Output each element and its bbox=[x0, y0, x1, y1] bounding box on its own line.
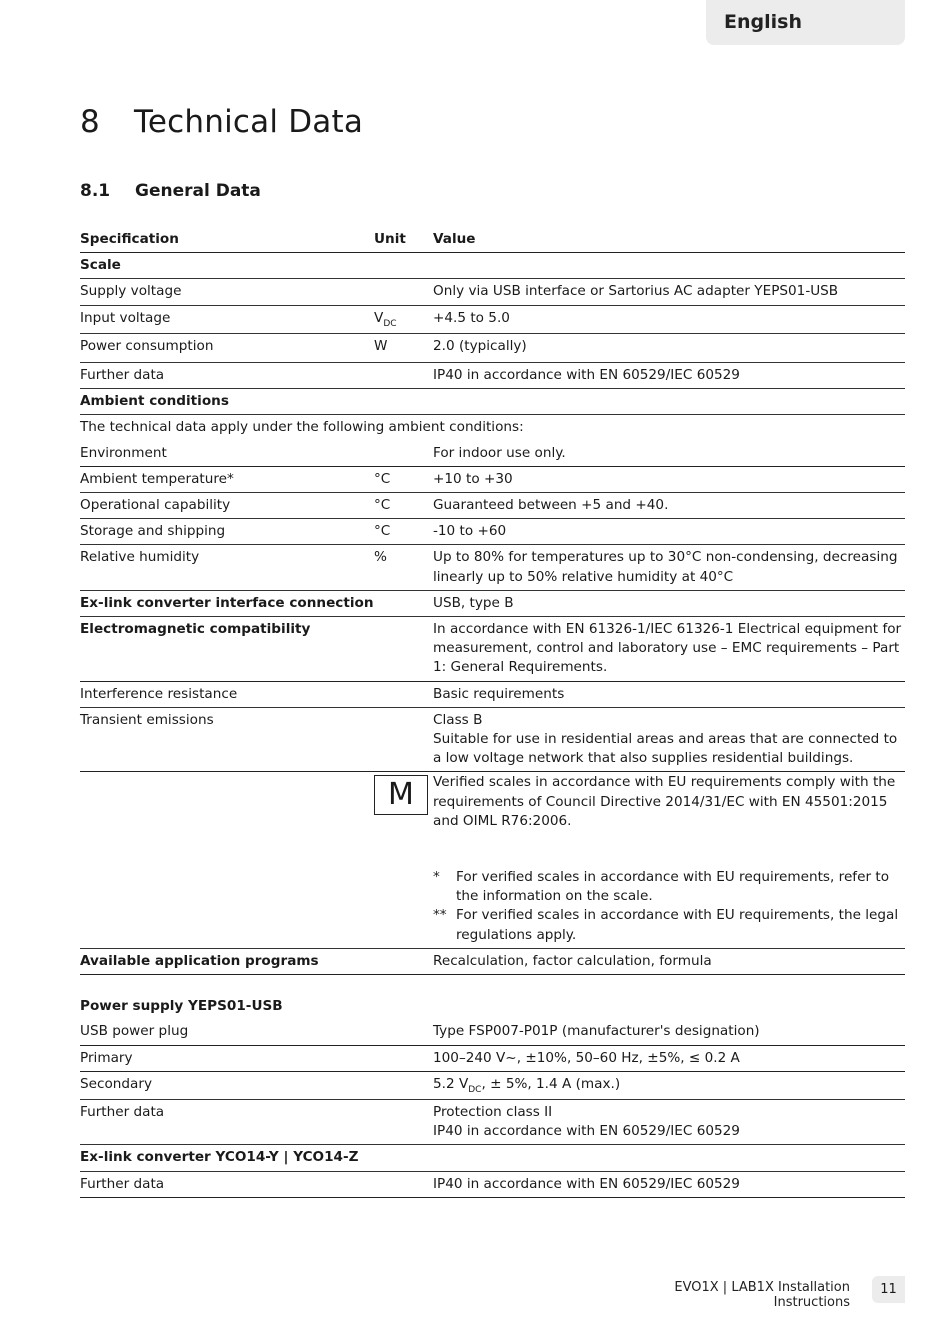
table-row bbox=[80, 279, 905, 305]
row-label: Relative humidity bbox=[80, 549, 200, 566]
table-row bbox=[80, 1100, 905, 1145]
value-subscript: DC bbox=[468, 1084, 482, 1095]
table-row bbox=[80, 519, 905, 545]
row-label: Transient emissions bbox=[80, 711, 214, 728]
chapter-heading bbox=[80, 104, 363, 140]
row-unit bbox=[374, 1103, 433, 1141]
row-label: Power consumption bbox=[80, 337, 214, 354]
value-line: Suitable for use in residential areas and areas that are connected to a low voltage network that also supplies residential buildings. bbox=[433, 731, 898, 767]
row-value: In accordance with EN 61326-1/IEC 61326-1 Electrical equipment for measurement, control and laboratory use – EMC requirements – Part 1: General Requirements. bbox=[433, 621, 902, 676]
language-tab: English bbox=[706, 0, 905, 45]
exlink-converter-heading: Ex-link converter YCO14-Y | YCO14-Z bbox=[80, 1149, 359, 1166]
row-label bbox=[80, 773, 374, 944]
row-label: USB power plug bbox=[80, 1023, 189, 1040]
row-unit: °C bbox=[374, 497, 391, 514]
unit-main: V bbox=[374, 309, 384, 326]
row-value: For indoor use only. bbox=[433, 444, 566, 461]
table-row bbox=[80, 441, 905, 467]
row-label: Ambient temperature* bbox=[80, 470, 234, 487]
row-label: Input voltage bbox=[80, 309, 171, 326]
value-line: Class B bbox=[433, 711, 483, 728]
scale-heading-row bbox=[80, 253, 905, 279]
ambient-heading-row bbox=[80, 389, 905, 415]
scale-heading: Scale bbox=[80, 257, 121, 274]
row-value: Only via USB interface or Sartorius AC adapter YEPS01-USB bbox=[433, 283, 839, 300]
footnote bbox=[433, 906, 905, 944]
row-value bbox=[433, 773, 905, 944]
header-unit: Unit bbox=[374, 231, 406, 247]
row-label: Primary bbox=[80, 1049, 133, 1066]
row-unit bbox=[374, 620, 433, 678]
row-value: IP40 in accordance with EN 60529/IEC 60529 bbox=[433, 367, 740, 384]
table-row bbox=[80, 949, 905, 975]
footnote bbox=[433, 868, 905, 906]
row-label: Storage and shipping bbox=[80, 523, 226, 540]
row-label: Further data bbox=[80, 1175, 165, 1192]
row-unit bbox=[374, 594, 433, 613]
row-value: +4.5 to 5.0 bbox=[433, 309, 510, 326]
unit-subscript: DC bbox=[383, 318, 397, 329]
table-row bbox=[80, 467, 905, 493]
header-value: Value bbox=[433, 231, 476, 247]
row-label: Available application programs bbox=[80, 952, 319, 969]
row-unit bbox=[374, 711, 433, 769]
power-supply-heading: Power supply YEPS01-USB bbox=[80, 998, 283, 1015]
header-specification: Specification bbox=[80, 231, 179, 247]
row-value bbox=[433, 1075, 905, 1096]
row-unit bbox=[374, 1049, 433, 1068]
table-row bbox=[80, 708, 905, 773]
row-unit bbox=[374, 685, 433, 704]
footnote-text: For verified scales in accordance with EU requirements, refer to the information on the scale. bbox=[456, 869, 890, 905]
table-row bbox=[80, 1046, 905, 1072]
row-value bbox=[433, 1103, 905, 1141]
table-row bbox=[80, 1172, 905, 1198]
technical-data-table bbox=[80, 227, 905, 1198]
section-number: 8.1 bbox=[80, 181, 111, 201]
row-label: Environment bbox=[80, 444, 167, 461]
row-unit bbox=[374, 282, 433, 301]
row-unit bbox=[374, 1022, 433, 1041]
row-unit: W bbox=[374, 337, 388, 354]
row-label: Further data bbox=[80, 1103, 165, 1120]
row-value bbox=[433, 711, 905, 769]
row-value: Basic requirements bbox=[433, 685, 565, 702]
footnote-mark: * bbox=[433, 869, 440, 886]
row-unit bbox=[374, 773, 433, 944]
row-unit bbox=[374, 444, 433, 463]
row-value: 100–240 V~, ±10%, 50–60 Hz, ±5%, ≤ 0.2 A bbox=[433, 1049, 740, 1066]
row-unit bbox=[374, 309, 433, 330]
row-value: -10 to +60 bbox=[433, 523, 507, 540]
power-supply-heading-row bbox=[80, 994, 905, 1019]
row-unit bbox=[374, 366, 433, 385]
table-row bbox=[80, 1019, 905, 1045]
row-unit: °C bbox=[374, 523, 391, 540]
value-line: IP40 in accordance with EN 60529/IEC 60529 bbox=[433, 1123, 740, 1140]
chapter-number: 8 bbox=[80, 104, 100, 140]
table-header-row bbox=[80, 227, 905, 253]
row-label: Interference resistance bbox=[80, 685, 238, 702]
verified-scales-row bbox=[80, 772, 905, 948]
row-label: Ex-link converter interface connection bbox=[80, 594, 374, 611]
row-unit: % bbox=[374, 549, 387, 566]
spacer bbox=[433, 831, 905, 868]
row-value: Guaranteed between +5 and +40. bbox=[433, 497, 669, 514]
spacer bbox=[80, 975, 905, 994]
metrology-mark-icon: M bbox=[374, 775, 428, 815]
row-label: Supply voltage bbox=[80, 283, 182, 300]
table-row bbox=[80, 682, 905, 708]
footnote-mark: ** bbox=[433, 907, 447, 924]
exlink-converter-heading-row bbox=[80, 1145, 905, 1171]
table-row bbox=[80, 334, 905, 363]
row-value: IP40 in accordance with EN 60529/IEC 60529 bbox=[433, 1175, 740, 1192]
page-number: 11 bbox=[872, 1276, 905, 1303]
ambient-intro-row bbox=[80, 415, 905, 440]
row-label: Further data bbox=[80, 367, 165, 384]
row-unit bbox=[374, 1075, 433, 1096]
ambient-heading: Ambient conditions bbox=[80, 393, 229, 410]
row-label: Secondary bbox=[80, 1075, 152, 1092]
footer-document-title: EVO1X | LAB1X Installation Instructions bbox=[674, 1280, 850, 1310]
verified-text: Verified scales in accordance with EU requirements comply with the requirements of Council Directive 2014/31/EC with EN 45501:2015 and OIML R76:2006. bbox=[433, 774, 896, 829]
row-label: Electromagnetic compatibility bbox=[80, 621, 311, 638]
table-row bbox=[80, 493, 905, 519]
footnote-text: For verified scales in accordance with EU requirements, the legal regulations apply. bbox=[456, 907, 899, 943]
table-row bbox=[80, 306, 905, 334]
value-part: , ± 5%, 1.4 A (max.) bbox=[481, 1075, 621, 1092]
row-label: Operational capability bbox=[80, 497, 231, 514]
row-value: Recalculation, factor calculation, formula bbox=[433, 952, 712, 969]
row-unit: °C bbox=[374, 470, 391, 487]
chapter-title: Technical Data bbox=[134, 104, 364, 140]
row-value: Type FSP007-P01P (manufacturer's designation) bbox=[433, 1023, 760, 1040]
row-value: +10 to +30 bbox=[433, 470, 513, 487]
row-value: USB, type B bbox=[433, 594, 514, 611]
row-unit bbox=[374, 952, 433, 971]
table-row bbox=[80, 591, 905, 617]
table-row bbox=[80, 1072, 905, 1100]
value-part: 5.2 V bbox=[433, 1075, 469, 1092]
row-value: 2.0 (typically) bbox=[433, 337, 527, 354]
ambient-intro: The technical data apply under the following ambient conditions: bbox=[80, 419, 524, 436]
table-row bbox=[80, 617, 905, 682]
value-line: Protection class II bbox=[433, 1103, 553, 1120]
row-unit bbox=[374, 1175, 433, 1194]
table-row bbox=[80, 545, 905, 590]
table-row bbox=[80, 363, 905, 389]
section-heading bbox=[80, 181, 261, 201]
row-value: Up to 80% for temperatures up to 30°C non-condensing, decreasing linearly up to 50% relative humidity at 40°C bbox=[433, 549, 898, 585]
section-title: General Data bbox=[135, 181, 261, 201]
